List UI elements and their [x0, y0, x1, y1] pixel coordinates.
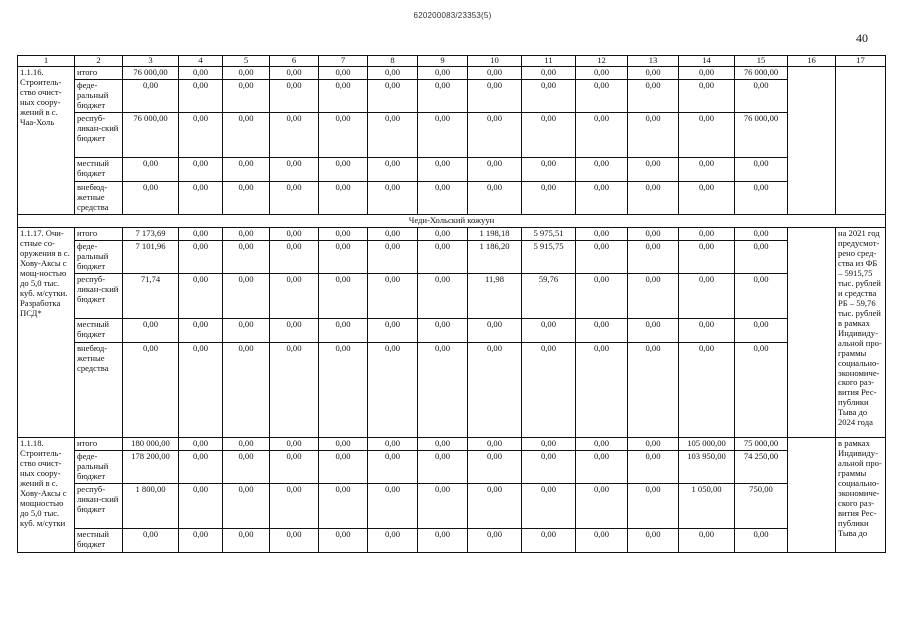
value-cell: 0,00 — [735, 528, 788, 552]
value-cell: 76 000,00 — [123, 112, 179, 157]
value-cell: 0,00 — [223, 227, 270, 240]
value-cell: 0,00 — [418, 112, 468, 157]
value-cell: 0,00 — [628, 342, 679, 437]
table-row — [18, 450, 886, 483]
value-cell: 0,00 — [179, 528, 223, 552]
value-cell: 0,00 — [418, 528, 468, 552]
funding-source-cell: итого — [75, 66, 123, 79]
column-header: 9 — [418, 56, 468, 67]
value-cell: 0,00 — [223, 273, 270, 318]
budget-table — [17, 55, 886, 553]
value-cell: 0,00 — [319, 157, 368, 181]
value-cell: 0,00 — [628, 112, 679, 157]
column-header: 11 — [522, 56, 576, 67]
value-cell: 0,00 — [522, 342, 576, 437]
value-cell: 0,00 — [223, 450, 270, 483]
value-cell: 0,00 — [522, 112, 576, 157]
value-cell: 1 186,20 — [468, 240, 522, 273]
value-cell: 0,00 — [418, 181, 468, 214]
column-header: 4 — [179, 56, 223, 67]
value-cell: 0,00 — [576, 528, 628, 552]
table-row — [18, 112, 886, 157]
value-cell: 0,00 — [628, 227, 679, 240]
value-cell: 76 000,00 — [123, 66, 179, 79]
value-cell: 0,00 — [270, 450, 319, 483]
value-cell: 0,00 — [468, 528, 522, 552]
value-cell: 0,00 — [270, 437, 319, 450]
empty-col16-cell — [788, 227, 836, 437]
value-cell: 0,00 — [319, 318, 368, 342]
value-cell: 0,00 — [576, 79, 628, 112]
value-cell: 750,00 — [735, 483, 788, 528]
page-number: 40 — [856, 31, 868, 45]
value-cell: 0,00 — [576, 181, 628, 214]
value-cell: 0,00 — [522, 437, 576, 450]
value-cell: 0,00 — [628, 437, 679, 450]
value-cell: 11,98 — [468, 273, 522, 318]
value-cell: 0,00 — [319, 112, 368, 157]
value-cell: 0,00 — [123, 157, 179, 181]
value-cell: 0,00 — [522, 66, 576, 79]
value-cell: 0,00 — [319, 273, 368, 318]
funding-source-cell: итого — [75, 227, 123, 240]
table-row — [18, 437, 886, 450]
value-cell: 0,00 — [319, 227, 368, 240]
value-cell: 0,00 — [179, 240, 223, 273]
value-cell: 0,00 — [270, 318, 319, 342]
value-cell: 0,00 — [576, 450, 628, 483]
value-cell: 0,00 — [418, 227, 468, 240]
column-header: 14 — [679, 56, 735, 67]
value-cell: 0,00 — [223, 157, 270, 181]
note-cell: на 2021 год предусмот-рено сред-ства из ФБ – 5915,75 тыс. рублей и средства РБ – 59,76 тыс. рублей в рамках Индивиду-альной про-граммы социально-экономиче-ского раз-вития Рес-публики Тыва до 2024 года — [836, 227, 886, 437]
value-cell: 0,00 — [123, 181, 179, 214]
value-cell: 0,00 — [735, 181, 788, 214]
value-cell: 0,00 — [468, 181, 522, 214]
value-cell: 0,00 — [522, 318, 576, 342]
value-cell: 0,00 — [319, 66, 368, 79]
value-cell: 0,00 — [468, 79, 522, 112]
funding-source-cell: респуб-ликан-ский бюджет — [75, 483, 123, 528]
table-row — [18, 227, 886, 240]
value-cell: 0,00 — [628, 528, 679, 552]
value-cell: 1 198,18 — [468, 227, 522, 240]
value-cell: 0,00 — [679, 528, 735, 552]
column-header: 10 — [468, 56, 522, 67]
value-cell: 178 200,00 — [123, 450, 179, 483]
value-cell: 0,00 — [576, 112, 628, 157]
value-cell: 0,00 — [576, 66, 628, 79]
value-cell: 0,00 — [679, 181, 735, 214]
value-cell: 0,00 — [418, 79, 468, 112]
value-cell: 0,00 — [123, 528, 179, 552]
value-cell: 0,00 — [368, 528, 418, 552]
value-cell: 0,00 — [368, 273, 418, 318]
value-cell: 0,00 — [418, 342, 468, 437]
value-cell: 0,00 — [223, 318, 270, 342]
value-cell: 0,00 — [179, 79, 223, 112]
empty-col16-cell — [788, 437, 836, 552]
value-cell: 0,00 — [368, 157, 418, 181]
table-row — [18, 273, 886, 318]
value-cell: 0,00 — [319, 450, 368, 483]
value-cell: 75 000,00 — [735, 437, 788, 450]
value-cell: 0,00 — [270, 181, 319, 214]
value-cell: 0,00 — [628, 66, 679, 79]
value-cell: 7 173,69 — [123, 227, 179, 240]
value-cell: 76 000,00 — [735, 66, 788, 79]
table-row — [18, 79, 886, 112]
value-cell: 0,00 — [576, 483, 628, 528]
value-cell: 0,00 — [270, 342, 319, 437]
funding-source-cell: респуб-ликан-ский бюджет — [75, 273, 123, 318]
value-cell: 0,00 — [368, 483, 418, 528]
section-row — [18, 214, 886, 227]
column-header: 17 — [836, 56, 886, 67]
value-cell: 0,00 — [319, 342, 368, 437]
table-row — [18, 240, 886, 273]
value-cell: 5 975,51 — [522, 227, 576, 240]
value-cell: 76 000,00 — [735, 112, 788, 157]
value-cell: 0,00 — [223, 79, 270, 112]
value-cell: 59,76 — [522, 273, 576, 318]
value-cell: 1 050,00 — [679, 483, 735, 528]
section-title: Чеди-Хольский кожуун — [18, 214, 886, 227]
value-cell: 0,00 — [679, 318, 735, 342]
value-cell: 0,00 — [418, 66, 468, 79]
value-cell: 0,00 — [179, 157, 223, 181]
value-cell: 1 800,00 — [123, 483, 179, 528]
value-cell: 0,00 — [368, 450, 418, 483]
value-cell: 0,00 — [179, 227, 223, 240]
column-header: 5 — [223, 56, 270, 67]
empty-col16-cell — [788, 66, 836, 214]
funding-source-cell: респуб-ликан-ский бюджет — [75, 112, 123, 157]
column-header: 13 — [628, 56, 679, 67]
funding-source-cell: местный бюджет — [75, 157, 123, 181]
funding-source-cell: феде-ральный бюджет — [75, 79, 123, 112]
value-cell: 0,00 — [223, 528, 270, 552]
value-cell: 0,00 — [368, 112, 418, 157]
value-cell: 0,00 — [468, 437, 522, 450]
value-cell: 0,00 — [223, 181, 270, 214]
value-cell: 0,00 — [270, 273, 319, 318]
value-cell: 0,00 — [522, 483, 576, 528]
value-cell: 0,00 — [368, 240, 418, 273]
value-cell: 0,00 — [319, 181, 368, 214]
value-cell: 0,00 — [679, 240, 735, 273]
value-cell: 0,00 — [123, 318, 179, 342]
value-cell: 0,00 — [418, 157, 468, 181]
value-cell: 0,00 — [418, 483, 468, 528]
value-cell: 0,00 — [522, 157, 576, 181]
value-cell: 0,00 — [368, 227, 418, 240]
value-cell: 0,00 — [418, 318, 468, 342]
table-row — [18, 318, 886, 342]
value-cell: 0,00 — [319, 528, 368, 552]
table-row — [18, 483, 886, 528]
column-header: 12 — [576, 56, 628, 67]
column-header: 3 — [123, 56, 179, 67]
value-cell: 0,00 — [270, 528, 319, 552]
value-cell: 0,00 — [418, 240, 468, 273]
value-cell: 0,00 — [368, 342, 418, 437]
value-cell: 0,00 — [522, 528, 576, 552]
value-cell: 0,00 — [468, 318, 522, 342]
value-cell: 0,00 — [179, 273, 223, 318]
value-cell: 0,00 — [123, 79, 179, 112]
value-cell: 0,00 — [418, 273, 468, 318]
value-cell: 0,00 — [576, 273, 628, 318]
value-cell: 0,00 — [270, 240, 319, 273]
column-header: 8 — [368, 56, 418, 67]
value-cell: 0,00 — [735, 318, 788, 342]
document-code: 620200083/23353(5) — [413, 11, 492, 20]
value-cell: 0,00 — [179, 112, 223, 157]
note-cell — [836, 66, 886, 214]
value-cell: 0,00 — [270, 66, 319, 79]
funding-source-cell: местный бюджет — [75, 318, 123, 342]
value-cell: 0,00 — [270, 227, 319, 240]
value-cell: 74 250,00 — [735, 450, 788, 483]
value-cell: 0,00 — [319, 437, 368, 450]
value-cell: 0,00 — [628, 483, 679, 528]
value-cell: 180 000,00 — [123, 437, 179, 450]
value-cell: 0,00 — [735, 79, 788, 112]
column-header: 16 — [788, 56, 836, 67]
value-cell: 0,00 — [223, 240, 270, 273]
value-cell: 0,00 — [576, 437, 628, 450]
value-cell: 0,00 — [679, 112, 735, 157]
column-header: 1 — [18, 56, 75, 67]
value-cell: 0,00 — [270, 157, 319, 181]
column-header: 7 — [319, 56, 368, 67]
value-cell: 0,00 — [628, 450, 679, 483]
value-cell: 0,00 — [179, 318, 223, 342]
funding-source-cell: внебюд-жетные средства — [75, 342, 123, 437]
value-cell: 0,00 — [468, 342, 522, 437]
value-cell: 0,00 — [522, 181, 576, 214]
funding-source-cell: феде-ральный бюджет — [75, 450, 123, 483]
value-cell: 0,00 — [735, 240, 788, 273]
value-cell: 0,00 — [628, 318, 679, 342]
value-cell: 0,00 — [468, 157, 522, 181]
value-cell: 0,00 — [179, 342, 223, 437]
value-cell: 7 101,96 — [123, 240, 179, 273]
value-cell: 0,00 — [368, 181, 418, 214]
value-cell: 0,00 — [679, 342, 735, 437]
value-cell: 0,00 — [735, 157, 788, 181]
value-cell: 0,00 — [576, 318, 628, 342]
object-name-cell: 1.1.18. Строитель-ство очист-ных соору-жений в с. Хову-Аксы с мощностью до 5,0 тыс. куб. м/сутки — [18, 437, 75, 552]
value-cell: 0,00 — [319, 483, 368, 528]
value-cell: 0,00 — [735, 273, 788, 318]
value-cell: 0,00 — [179, 66, 223, 79]
value-cell: 0,00 — [179, 450, 223, 483]
value-cell: 0,00 — [270, 112, 319, 157]
value-cell: 0,00 — [123, 342, 179, 437]
value-cell: 0,00 — [576, 240, 628, 273]
value-cell: 71,74 — [123, 273, 179, 318]
value-cell: 0,00 — [179, 437, 223, 450]
value-cell: 0,00 — [735, 227, 788, 240]
value-cell: 105 000,00 — [679, 437, 735, 450]
column-header: 6 — [270, 56, 319, 67]
funding-source-cell: феде-ральный бюджет — [75, 240, 123, 273]
value-cell: 0,00 — [468, 112, 522, 157]
value-cell: 0,00 — [735, 342, 788, 437]
value-cell: 0,00 — [468, 66, 522, 79]
object-name-cell: 1.1.17. Очи-стные со-оружения в с. Хову-Аксы с мощ-ностью до 5,0 тыс. куб. м/сутки. Разработка ПСД* — [18, 227, 75, 437]
value-cell: 0,00 — [368, 79, 418, 112]
value-cell: 0,00 — [319, 240, 368, 273]
value-cell: 0,00 — [522, 450, 576, 483]
table-row — [18, 342, 886, 437]
value-cell: 0,00 — [628, 79, 679, 112]
value-cell: 0,00 — [368, 66, 418, 79]
value-cell: 0,00 — [628, 273, 679, 318]
note-cell: в рамках Индивиду-альной про-граммы социально-экономиче-ского раз-вития Рес-публики Тыва до — [836, 437, 886, 552]
value-cell: 0,00 — [223, 483, 270, 528]
funding-source-cell: местный бюджет — [75, 528, 123, 552]
value-cell: 0,00 — [576, 227, 628, 240]
value-cell: 0,00 — [179, 483, 223, 528]
value-cell: 0,00 — [319, 79, 368, 112]
value-cell: 0,00 — [522, 79, 576, 112]
header-row — [18, 56, 886, 67]
value-cell: 0,00 — [270, 483, 319, 528]
value-cell: 0,00 — [679, 273, 735, 318]
value-cell: 0,00 — [223, 342, 270, 437]
funding-source-cell: внебюд-жетные средства — [75, 181, 123, 214]
value-cell: 103 950,00 — [679, 450, 735, 483]
value-cell: 0,00 — [679, 79, 735, 112]
value-cell: 0,00 — [368, 437, 418, 450]
table-row — [18, 66, 886, 79]
value-cell: 0,00 — [679, 227, 735, 240]
value-cell: 5 915,75 — [522, 240, 576, 273]
value-cell: 0,00 — [179, 181, 223, 214]
value-cell: 0,00 — [628, 181, 679, 214]
value-cell: 0,00 — [418, 450, 468, 483]
value-cell: 0,00 — [628, 157, 679, 181]
value-cell: 0,00 — [576, 157, 628, 181]
value-cell: 0,00 — [628, 240, 679, 273]
object-name-cell: 1.1.16. Строитель-ство очист-ных соору-жений в с. Чаа-Холь — [18, 66, 75, 214]
value-cell: 0,00 — [679, 157, 735, 181]
table-row — [18, 181, 886, 214]
value-cell: 0,00 — [679, 66, 735, 79]
value-cell: 0,00 — [468, 450, 522, 483]
value-cell: 0,00 — [418, 437, 468, 450]
funding-source-cell: итого — [75, 437, 123, 450]
value-cell: 0,00 — [576, 342, 628, 437]
table-row — [18, 157, 886, 181]
value-cell: 0,00 — [223, 112, 270, 157]
table-row — [18, 528, 886, 552]
column-header: 15 — [735, 56, 788, 67]
column-header: 2 — [75, 56, 123, 67]
value-cell: 0,00 — [368, 318, 418, 342]
value-cell: 0,00 — [270, 79, 319, 112]
value-cell: 0,00 — [223, 437, 270, 450]
value-cell: 0,00 — [468, 483, 522, 528]
value-cell: 0,00 — [223, 66, 270, 79]
